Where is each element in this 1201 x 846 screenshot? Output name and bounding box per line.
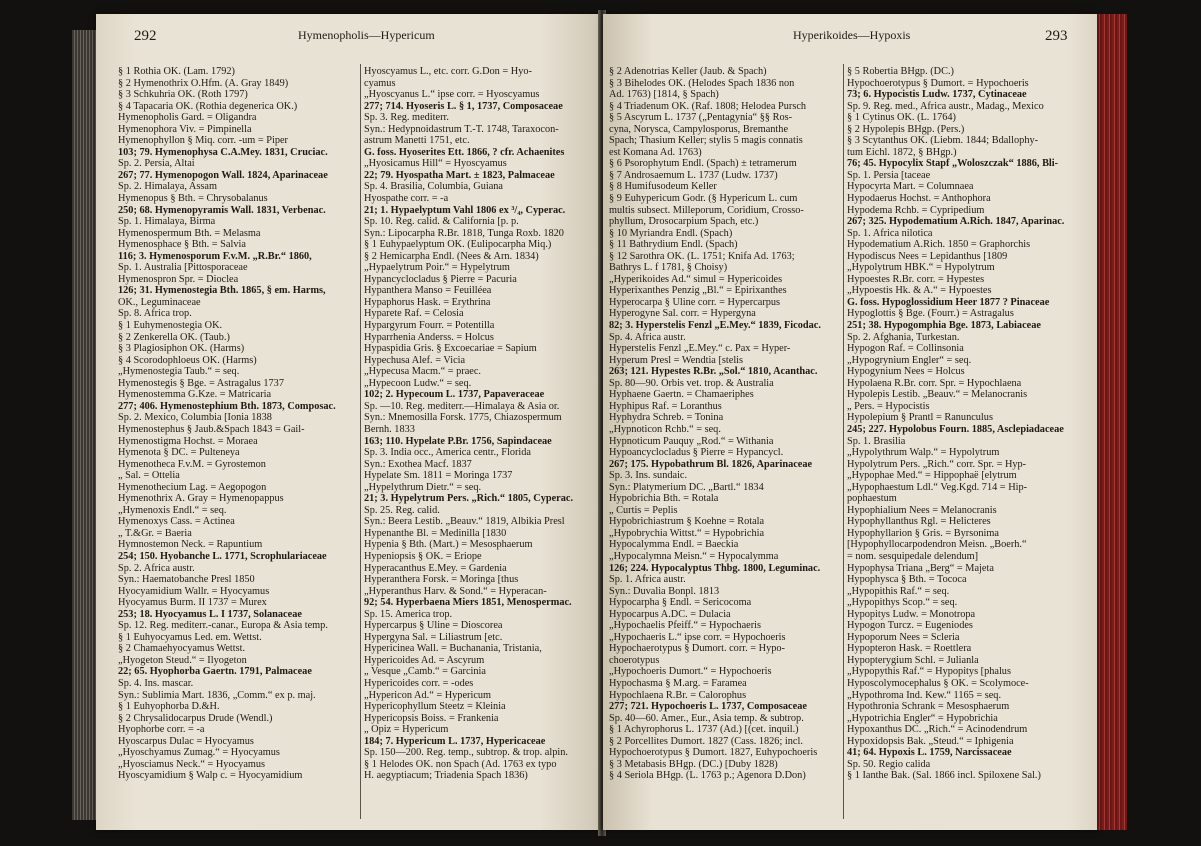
entry-line: est Komana Ad. 1763) [609, 146, 702, 158]
entry-line: Syn.: Beera Lestib. „Beauv.“ 1819, Albikia Presl [364, 516, 565, 528]
entry-line: § 5 Robertia BHgp. (DC.) [847, 66, 954, 77]
entry-line: „Hyogeton Steud.“ = Ilyogeton [118, 654, 247, 666]
entry-line: Sp. 15. America trop. [364, 608, 453, 620]
entry-line: G. foss. Hyoserites Ett. 1866, ? cfr. Achaenites [364, 146, 565, 158]
entry-line: Hypobrichia Bth. = Rotala [609, 493, 719, 505]
entry-line: Hymenostephus § Jaub.&Spach 1843 = Gail- [118, 423, 305, 435]
left-column-1 [118, 66, 358, 782]
entry-line: Syn.: Exothea Macf. 1837 [364, 458, 472, 470]
entry-line: „Hypolytrum HBK.“ = Hypolytrum [847, 262, 995, 274]
entry-line: „ Vesque „Camb.“ = Garcinia [364, 666, 486, 678]
entry-line: „Hypolythrum Walp.“ = Hypolytrum [847, 447, 1000, 459]
entry-line: [Hypophyllocarpodendron Meisn. „Boerh.“ [847, 539, 1027, 551]
entry-line: Hyperstelis Fenzl „E.Mey.“ c. Pax = Hyper- [609, 343, 791, 355]
entry-line: „Hypoestis Hk. & A.“ = Hypoestes [847, 285, 992, 297]
entry-line: 184; 7. Hypericum L. 1737, Hypericaceae [364, 735, 546, 747]
entry-line: „Hypecusa Macm.“ = praec. [364, 366, 482, 378]
entry-line: 251; 38. Hypogomphia Bge. 1873, Labiaceae [847, 320, 1041, 332]
entry-line: Hypochoerotypus § Dumort. = Hypochoeris [847, 77, 1029, 89]
entry-line: Sp. 3. India occ., America centr., Florida [364, 447, 531, 459]
entry-line: Hyperanthera Forsk. = Moringa [thus [364, 574, 519, 586]
entry-line: Hypodematium A.Rich. 1850 = Graphorchis [847, 239, 1031, 251]
entry-line: 163; 110. Hypelate P.Br. 1756, Sapindaceae [364, 435, 552, 447]
entry-line: Sp. 2. Africa austr. [118, 562, 195, 574]
entry-line: Sp. 12. Reg. mediterr.-canar., Europa & Asia temp. [118, 620, 328, 632]
entry-line: Syn.: Hedypnoidastrum T.-T. 1748, Taraxocon- [364, 123, 559, 135]
entry-line: Hyperum Presl = Wendtia [stelis [609, 354, 744, 366]
entry-line: Hyocyamidium Wallr. = Hyocyamus [118, 585, 270, 597]
right-page-number: 293 [1045, 28, 1068, 44]
entry-line: „ Pers. = Hypocistis [847, 400, 930, 412]
entry-line: Hypodema Rchb. = Cypripedium [847, 204, 985, 216]
entry-line: 245; 227. Hypolobus Fourn. 1885, Asclepiadaceae [847, 423, 1064, 435]
entry-line: § 10 Myriandra Endl. (Spach) [609, 227, 733, 239]
entry-line: § 3 Schkuhria OK. (Roth 1797) [118, 89, 248, 101]
entry-line: 21; 1. Hypaelyptum Vahl 1806 ex ³/₄, Cyperac. [364, 204, 566, 216]
right-page [603, 14, 1097, 830]
entry-line: Hypophialium Nees = Melanocranis [847, 504, 997, 516]
entry-line: „ Opiz = Hypericum [364, 724, 449, 736]
entry-line: Hypophyllanthus Rgl. = Helicteres [847, 516, 991, 528]
entry-line: Hypochlaena R.Br. = Calorophus [609, 689, 747, 701]
entry-line: Sp. 150—200. Reg. temp., subtrop. & trop. alpin. [364, 747, 568, 759]
entry-line: Hyparrhenia Anderss. = Holcus [364, 331, 494, 343]
entry-line: „Hypericon Ad.“ = Hypericum [364, 689, 492, 701]
entry-line: § 1 Helodes OK. non Spach (Ad. 1763 ex typo [364, 758, 557, 770]
left-page-edges [72, 30, 96, 820]
entry-line: Hypeniopsis § OK. = Eriope [364, 550, 482, 562]
entry-line: § 2 Hymenothrix O.Hfm. (A. Gray 1849) [118, 77, 289, 89]
entry-line: § 2 Adenotrias Keller (Jaub. & Spach) [609, 66, 767, 77]
entry-line: Hypechusa Alef. = Vicia [364, 354, 466, 366]
entry-line: phyllum, Drosocarpium Spach, etc.) [609, 216, 759, 228]
entry-line: Sp. 1. Brasilia [847, 435, 906, 447]
entry-line: Sp. 4. Brasilia, Columbia, Guiana [364, 181, 503, 193]
entry-line: Hypolaena R.Br. corr. Spr. = Hypochlaena [847, 377, 1022, 389]
entry-line: „Hypnoticon Rchb.“ = seq. [609, 423, 721, 435]
entry-line: Syn.: Mnemosilla Forsk. 1775, Chiazospermum [364, 412, 562, 424]
entry-line: Sp. 1. Africa nilotica [847, 227, 933, 239]
entry-line: „Hypaelytrum Poir.“ = Hypelytrum [364, 262, 510, 274]
entry-line: „Hypelythrum Dietr.“ = seq. [364, 481, 482, 493]
entry-line: § 2 Porcellites Dumort. 1827 (Cass. 1826; incl. [609, 735, 803, 747]
entry-line: Sp. 25. Reg. calid. [364, 504, 440, 516]
entry-line: G. foss. Hypoglossidium Heer 1877 ? Pinaceae [847, 296, 1050, 308]
entry-line: „Hymenoxis Endl.“ = seq. [118, 504, 227, 516]
entry-line: Sp. 40—60. Amer., Eur., Asia temp. & subtrop. [609, 712, 804, 724]
entry-line: § 7 Androsaemum L. 1737 (Ludw. 1737) [609, 169, 778, 181]
entry-line: Hypobrichiastrum § Koehne = Rotala [609, 516, 765, 528]
entry-line: Hypericoides Ad. = Ascyrum [364, 654, 485, 666]
entry-line: „Hypochoeris Dumort.“ = Hypochoeris [609, 666, 772, 678]
entry-line: Hypolepis Lestib. „Beauv.“ = Melanocranis [847, 389, 1028, 401]
entry-line: „Hypothroma Ind. Kew.“ 1165 = seq. [847, 689, 1002, 701]
entry-line: § 1 Ianthe Bak. (Sal. 1866 incl. Spiloxene Sal.) [847, 770, 1041, 782]
entry-line: Hymnostemon Neck. = Rapuntium [118, 539, 263, 551]
entry-line: 267; 77. Hymenopogon Wall. 1824, Aparinaceae [118, 169, 328, 181]
left-column-2 [364, 66, 600, 782]
entry-line: Hypolytrum Pers. „Rich.“ corr. Spr. = Hyp- [847, 458, 1027, 470]
entry-line: § 9 Euhypericum Godr. (§ Hypericum L. cum [609, 193, 798, 205]
entry-line: Sp. 2. Afghania, Turkestan. [847, 331, 960, 343]
entry-line: § 1 Achyrophorus L. 1737 (Ad.) [(cet. inquil.) [609, 724, 799, 736]
entry-line: Hymenothecium Lag. = Aegopogon [118, 481, 267, 493]
entry-line: „Hyperanthus Harv. & Sond.“ = Hyperacan- [364, 585, 547, 597]
entry-line: Hypothronia Schrank = Mesosphaerum [847, 701, 1010, 713]
entry-line: § 6 Psorophytum Endl. (Spach) ± tetramerum [609, 158, 797, 170]
entry-line: Hyperixanthes Penzig „Bl.“ = Epirixanthes [609, 285, 787, 297]
right-page-red-edges [1097, 14, 1127, 830]
entry-line: Hypodaerus Hochst. = Anthophora [847, 193, 991, 205]
entry-line: Hypenanthe Bl. = Medinilla [1830 [364, 527, 507, 539]
entry-line: Sp. 1. Persia [taceae [847, 169, 931, 181]
entry-line: § 3 Plagiosiphon OK. (Harms) [118, 343, 245, 355]
left-page [96, 14, 601, 830]
entry-line: Hyocyamus Burm. II 1737 = Murex [118, 597, 267, 609]
entry-line: § 2 Zenkerella OK. (Taub.) [118, 331, 230, 343]
entry-line: Sp. 1. Australia [Pittosporaceae [118, 262, 248, 274]
entry-line: Hymenostemma G.Kze. = Matricaria [118, 389, 272, 401]
entry-line: § 1 Euhyophorba D.&H. [118, 701, 220, 713]
entry-line: Hymenosphace § Bth. = Salvia [118, 239, 246, 251]
entry-line: Hyphaene Gaertn. = Chamaeriphes [609, 389, 754, 401]
entry-line: § 1 Euhypaelyptum OK. (Eulipocarpha Miq.) [364, 239, 552, 251]
entry-line: § 3 Scytanthus OK. (Liebm. 1844; Bdallophy- [847, 135, 1039, 147]
entry-line: Hyophorbe corr. = -a [118, 724, 205, 736]
entry-line: „Hypocalymna Meisn.“ = Hypocalymma [609, 550, 779, 562]
entry-line: Hymenopholis Gard. = Oligandra [118, 112, 257, 124]
entry-line: Sp. 2. Himalaya, Assam [118, 181, 217, 193]
entry-line: „Hypopithis Raf.“ = seq. [847, 585, 950, 597]
entry-line: Hypercarpus § Uline = Dioscorea [364, 620, 503, 632]
entry-line: choerotypus [609, 654, 660, 666]
entry-line: H. aegyptiacum; Triadenia Spach 1836) [364, 770, 528, 782]
entry-line: Syn.: Haematobanche Presl 1850 [118, 574, 255, 586]
entry-line: Hypochaerotypus § Dumort. corr. = Hypo- [609, 643, 785, 655]
entry-line: cyamus [364, 77, 396, 89]
entry-line: Hypophysca § Bth. = Tococa [847, 574, 967, 586]
entry-line: Hypogon Raf. = Collinsonia [847, 343, 964, 355]
entry-line: = nom. sesquipedale delendum] [847, 550, 979, 562]
entry-line: Hyoscyamidium § Walp c. = Hyocyamidium [118, 770, 303, 782]
entry-line: § 4 Scorodophloeus OK. (Harms) [118, 354, 257, 366]
entry-line: 76; 45. Hypocylix Stapf „Woloszczak“ 1886, Bli- [847, 158, 1059, 170]
entry-line: Bathrys L. f 1781, § Choisy) [609, 262, 728, 274]
entry-line: Syn.: Duvalia Bonpl. 1813 [609, 585, 720, 597]
entry-line: cyna, Norysca, Campylosporus, Bremanthe [609, 123, 789, 135]
entry-line: 73; 6. Hypocistis Ludw. 1737, Cytinaceae [847, 89, 1027, 101]
entry-line: 116; 3. Hymenosporum F.v.M. „R.Br.“ 1860, [118, 250, 312, 262]
entry-line: Hypochoerotypus § Dumort. 1827, Euhypochoeris [609, 747, 818, 759]
entry-line: Hyoscarpus Dulac = Hyocyamus [118, 735, 254, 747]
entry-line: § 2 Hypolepis BHgp. (Pers.) [847, 123, 965, 135]
entry-line: Hypargyrum Fourr. = Potentilla [364, 320, 495, 332]
entry-line: Hymenophyllon § Miq. corr. -um = Piper [118, 135, 288, 147]
left-page-number: 292 [134, 28, 157, 44]
entry-line: Hypophyllarion § Gris. = Byrsonima [847, 527, 999, 539]
entry-line: Sp. 3. Ins. sundaic. [609, 470, 688, 482]
entry-line: Hypergyna Sal. = Liliastrum [etc. [364, 631, 503, 643]
entry-line: Hypoancyclocladus § Pierre = Hypancycl. [609, 447, 784, 459]
right-column-divider [843, 64, 844, 819]
entry-line: Hypnoticum Pauquy „Rod.“ = Withania [609, 435, 774, 447]
entry-line: 21; 3. Hypelytrum Pers. „Rich.“ 1805, Cyperac. [364, 493, 574, 505]
entry-line: 253; 18. Hyocyamus L. I 1737, Solanaceae [118, 608, 302, 620]
entry-line: OK., Leguminaceae [118, 296, 201, 308]
entry-line: Hyphydra Schreb. = Tonina [609, 412, 724, 424]
entry-line: 267; 325. Hypodematium A.Rich. 1847, Aparinac. [847, 216, 1065, 228]
entry-line: Sp. 8. Africa trop. [118, 308, 192, 320]
entry-line: Syn.: Sublimia Mart. 1836, „Comm.“ ex p. maj. [118, 689, 316, 701]
entry-line: Syn.: Lipocarpha R.Br. 1818, Tunga Roxb. 1820 [364, 227, 564, 239]
entry-line: 126; 31. Hymenostegia Bth. 1865, § em. Harms, [118, 285, 326, 297]
entry-line: Hypericoides corr. = -odes [364, 677, 474, 689]
right-column-2 [847, 66, 1095, 782]
entry-line: Hypaphorus Hask. = Erythrina [364, 296, 491, 308]
entry-line: Hymenospron Spr. = Dioclea [118, 273, 239, 285]
entry-line: Hymenotheca F.v.M. = Gyrostemon [118, 458, 266, 470]
entry-line: Hypochasma § M.arg. = Faramea [609, 677, 747, 689]
left-running-head: Hymenopholis—Hypericum [298, 28, 435, 42]
entry-line: Sp. 1. Himalaya, Birma [118, 216, 216, 228]
entry-line: „ Curtis = Peplis [609, 504, 678, 516]
entry-line: Hypoestes R.Br. corr. = Hypestes [847, 273, 985, 285]
entry-line: „ T.&Gr. = Baeria [118, 527, 192, 539]
entry-line: § 4 Triadenum OK. (Raf. 1808; Helodea Pursch [609, 100, 807, 112]
entry-line: „Hypophae Med.“ = Hippophaë [elytrum [847, 470, 1017, 482]
entry-line: § 2 Chamaehyocyamus Wettst. [118, 643, 246, 655]
entry-line: „Hymenostegia Taub.“ = seq. [118, 366, 240, 378]
entry-line: 254; 150. Hyobanche L. 1771, Scrophulariaceae [118, 550, 327, 562]
entry-line: 277; 406. Hymenostephium Bth. 1873, Composac. [118, 400, 336, 412]
entry-line: Hyospathe corr. = -a [364, 193, 449, 205]
entry-line: § 3 Bihelodes OK. (Helodes Spach 1836 non [609, 77, 795, 89]
entry-line: Hymenopus § Bth. = Chrysobalanus [118, 193, 268, 205]
entry-line: Hyoscyamus L., etc. corr. G.Don = Hyo- [364, 66, 532, 77]
entry-line: „Hypochaelis Pfeiff.“ = Hypochaeris [609, 620, 762, 632]
left-column-divider [360, 64, 361, 819]
entry-line: „Hyosciamus Neck.“ = Hyocyamus [118, 758, 266, 770]
entry-line: Sp. 1. Africa austr. [609, 574, 686, 586]
entry-line: § 1 Cytinus OK. (L. 1764) [847, 112, 956, 124]
entry-line: „Hypotrichia Engler“ = Hypobrichia [847, 712, 998, 724]
entry-line: „Hypopythis Raf.“ = Hypopitys [phalus [847, 666, 1011, 678]
entry-line: Hypolepium § Prantl = Ranunculus [847, 412, 993, 424]
entry-line: Sp. 9. Reg. med., Africa austr., Madag., Mexico [847, 100, 1044, 112]
entry-line: 22; 65. Hyophorba Gaertn. 1791, Palmaceae [118, 666, 312, 678]
right-column-1 [609, 66, 841, 782]
entry-line: „ Sal. = Ottelia [118, 470, 180, 482]
entry-line: 277; 714. Hyoseris L. § 1, 1737, Composaceae [364, 100, 563, 112]
entry-line: Hypocalymma Endl. = Baeckia [609, 539, 739, 551]
entry-line: „Hypophaestum Ldl.“ Veg.Kgd. 714 = Hip- [847, 481, 1028, 493]
entry-line: 92; 54. Hyperbaena Miers 1851, Menospermac. [364, 597, 572, 609]
entry-line: Hypopitys Ludw. = Monotropa [847, 608, 976, 620]
entry-line: Hypocarpus A.DC. = Dulacia [609, 608, 731, 620]
entry-line: „Hypochaeris L.“ ipse corr. = Hypochoeris [609, 631, 786, 643]
entry-line: Hypericophyllum Steetz = Kleinia [364, 701, 506, 713]
entry-line: § 1 Euhyocyamus Led. em. Wettst. [118, 631, 262, 643]
entry-line: § 12 Sarothra OK. (L. 1751; Knifa Ad. 1763; [609, 250, 795, 262]
entry-line: § 3 Metabasis BHgp. (DC.) [Duby 1828) [609, 758, 778, 770]
entry-line: Hymenostigma Hochst. = Moraea [118, 435, 258, 447]
entry-line: Hyparete Raf. = Celosia [364, 308, 464, 320]
entry-line: Hypaspidia Gris. § Excoecariae = Sapium [364, 343, 537, 355]
entry-line: Sp. 4. Africa austr. [609, 331, 686, 343]
entry-line: Hypopteron Hask. = Roettlera [847, 643, 972, 655]
entry-line: Hypanthera Manso = Feuilléea [364, 285, 492, 297]
entry-line: 41; 64. Hypoxis L. 1759, Narcissaceae [847, 747, 1012, 759]
entry-line: astrum Manetti 1751, etc. [364, 135, 470, 147]
entry-line: § 2 Chrysalidocarpus Drude (Wendl.) [118, 712, 273, 724]
entry-line: Hypenia § Bth. (Mart.) = Mesosphaerum [364, 539, 533, 551]
entry-line: § 1 Euhymenostegia OK. [118, 320, 223, 332]
entry-line: Sp. 10. Reg. calid. & California [p. p. [364, 216, 519, 228]
entry-line: „Hyoscyanus L.“ ipse corr. = Hyoscyamus [364, 89, 540, 101]
entry-line: Hypodiscus Nees = Lepidanthus [1809 [847, 250, 1008, 262]
entry-line: 263; 121. Hypestes R.Br. „Sol.“ 1810, Acanthac. [609, 366, 818, 378]
entry-line: „Hypogrynium Engler“ = seq. [847, 354, 972, 366]
entry-line: „Hyosicamus Hill“ = Hyoscyamus [364, 158, 507, 170]
entry-line: multis subsect. Milleporum, Coridium, Crosso- [609, 204, 804, 216]
entry-line: „Hypobrychia Wittst.“ = Hypobrichia [609, 527, 765, 539]
entry-line: Hymenota § DC. = Pulteneya [118, 447, 240, 459]
entry-line: „Hyoschyamus Zumag.“ = Hyocyamus [118, 747, 280, 759]
entry-line: Hymenospermum Bth. = Melasma [118, 227, 261, 239]
entry-line: Hymenoxys Cass. = Actinea [118, 516, 235, 528]
entry-line: 267; 175. Hypobathrum Bl. 1826, Aparinaceae [609, 458, 813, 470]
entry-line: „Hyperikoides Ad.“ simul = Hypericoides [609, 273, 783, 285]
entry-line: § 11 Bathrydium Endl. (Spach) [609, 239, 738, 251]
entry-line: § 4 Tapacaria OK. (Rothia degenerica OK.) [118, 100, 298, 112]
entry-line: Hypancyclocladus § Pierre = Pacuria [364, 273, 517, 285]
entry-line: Hypoxidopsis Bak. „Steud.“ = Iphigenia [847, 735, 1014, 747]
entry-line: Hymenothrix A. Gray = Hymenopappus [118, 493, 284, 505]
entry-line: Hypogynium Nees = Holcus [847, 366, 965, 378]
entry-line: 102; 2. Hypecoum L. 1737, Papaveraceae [364, 389, 545, 401]
entry-line: Sp. 50. Regio calida [847, 758, 931, 770]
entry-line: Sp. 2. Persia, Altai [118, 158, 195, 170]
entry-line: Hypoglottis § Bge. (Fourr.) = Astragalus [847, 308, 1014, 320]
entry-line: tum Eichl. 1872, § BHgp.) [847, 146, 957, 158]
right-running-head: Hyperikoides—Hypoxis [793, 28, 911, 42]
entry-line: pophaestum [847, 493, 897, 505]
entry-line: Ad. 1763) [1814, § Spach) [609, 89, 719, 101]
entry-line: Hypocyrta Mart. = Columnaea [847, 181, 974, 193]
entry-line: § 1 Rothia OK. (Lam. 1792) [118, 66, 235, 77]
entry-line: Hypophysa Triana „Berg“ = Majeta [847, 562, 994, 574]
entry-line: Hyperocarpa § Uline corr. = Hypercarpus [609, 296, 781, 308]
entry-line: Hymenostegis § Bge. = Astragalus 1737 [118, 377, 284, 389]
entry-line: § 4 Seriola BHgp. (L. 1763 p.; Agenora D.Don) [609, 770, 806, 782]
entry-line: Hypogon Turcz. = Eugeniodes [847, 620, 973, 632]
entry-line: Hypericopsis Boiss. = Frankenia [364, 712, 499, 724]
entry-line: Hymenophora Viv. = Pimpinella [118, 123, 252, 135]
entry-line: 126; 224. Hypocalyptus Thbg. 1800, Leguminac. [609, 562, 821, 574]
entry-line: 277; 721. Hypochoeris L. 1737, Composaceae [609, 701, 807, 713]
entry-line: Hypoxanthus DC. „Rich.“ = Acinodendrum [847, 724, 1028, 736]
entry-line: „Hypecoon Ludw.“ = seq. [364, 377, 472, 389]
entry-line: Hypoporum Nees = Scleria [847, 631, 960, 643]
entry-line: Sp. 2. Mexico, Columbia [Ionia 1838 [118, 412, 272, 424]
entry-line: § 8 Humifusodeum Keller [609, 181, 717, 193]
entry-line: Hypopterygium Schl. = Julianla [847, 654, 979, 666]
entry-line: Bernh. 1833 [364, 423, 415, 435]
entry-line: § 5 Ascyrum L. 1737 („Pentagynia“ §§ Ros- [609, 112, 793, 124]
entry-line: Hyperacanthus E.Mey. = Gardenia [364, 562, 507, 574]
entry-line: Sp. —10. Reg. mediterr.—Himalaya & Asia or. [364, 400, 560, 412]
entry-line: Sp. 80—90. Orbis vet. trop. & Australia [609, 377, 774, 389]
entry-line: 22; 79. Hyospatha Mart. ± 1823, Palmaceae [364, 169, 555, 181]
entry-line: Sp. 4. Ins. mascar. [118, 677, 194, 689]
entry-line: 103; 79. Hymenophysa C.A.Mey. 1831, Cruciac. [118, 146, 328, 158]
entry-line: Spach; Thasium Keller; stylis 5 magis connatis [609, 135, 803, 147]
entry-line: Hypelate Sm. 1811 = Moringa 1737 [364, 470, 513, 482]
entry-line: Sp. 3. Reg. mediterr. [364, 112, 449, 124]
entry-line: Hypericinea Wall. = Buchanania, Tristania, [364, 643, 542, 655]
entry-line: Hyposcolymocephalus § OK. = Scolymoce- [847, 677, 1029, 689]
entry-line: § 2 Hemicarpha Endl. (Nees & Arn. 1834) [364, 250, 539, 262]
entry-line: Hypocarpha § Endl. = Sericocoma [609, 597, 752, 609]
entry-line: Hyperogyne Sal. corr. = Hypergyna [609, 308, 756, 320]
entry-line: Hyphipus Raf. = Loranthus [609, 400, 722, 412]
entry-line: 250; 68. Hymenopyramis Wall. 1831, Verbenac. [118, 204, 326, 216]
entry-line: Syn.: Platymerium DC. „Bartl.“ 1834 [609, 481, 764, 493]
entry-line: 82; 3. Hyperstelis Fenzl „E.Mey.“ 1839, Ficodac. [609, 320, 821, 332]
entry-line: „Hypopithys Scop.“ = seq. [847, 597, 958, 609]
